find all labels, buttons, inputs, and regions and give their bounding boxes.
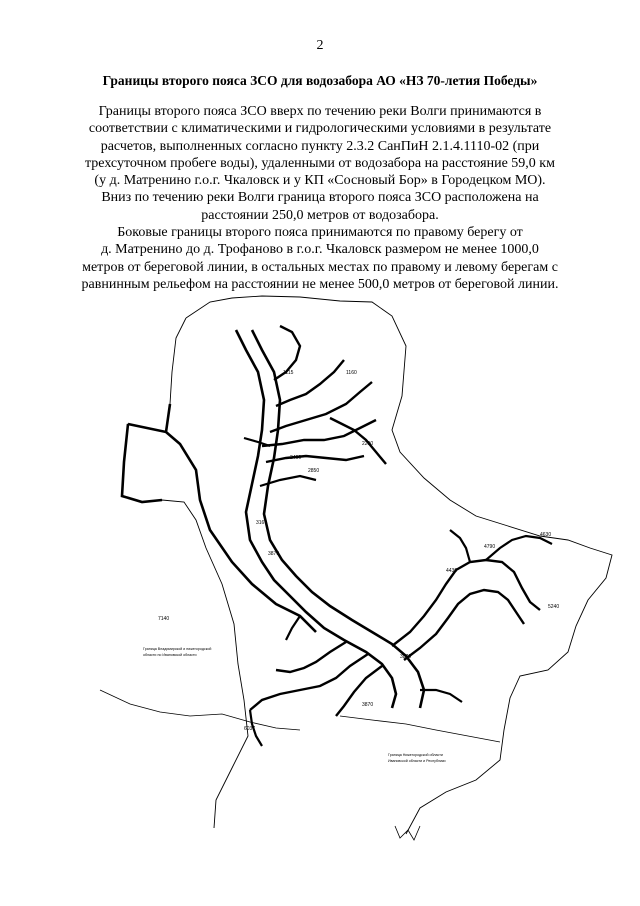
zone-boundary-thick	[128, 404, 316, 632]
map-note: Граница Нижегородской области	[388, 753, 443, 757]
tributary-zone	[286, 616, 300, 640]
map-point-label: 4630	[540, 532, 552, 538]
tributary-zone	[392, 560, 540, 646]
map-point-label: 6037	[244, 726, 256, 732]
body-line: трехсуточном пробеге воды), удаленными от водозабора на расстояние 59,0 км	[85, 155, 555, 171]
map-note: области по Ивановской области	[143, 653, 197, 657]
tributary-zone	[276, 642, 346, 672]
map-note: Граница Владимирской и нижегородской	[143, 647, 212, 651]
page-number: 2	[316, 38, 324, 53]
document-title: Границы второго пояса ЗСО для водозабора АО «НЗ 70-летия Победы»	[102, 73, 538, 88]
body-line: соответствии с климатическими и гидрологическими условиями в результате	[88, 121, 552, 137]
body-line: расстоянии 250,0 метров от водозабора.	[201, 207, 439, 223]
map-point-label: 2850	[308, 468, 320, 474]
map-point-label: 1160	[346, 370, 357, 376]
map-point-label: 2200	[362, 441, 374, 447]
district-boundary-line	[395, 826, 420, 840]
district-boundary-line	[340, 716, 500, 742]
map-note: Ивановской области и Республики	[388, 759, 446, 763]
map-point-label: 5240	[548, 604, 560, 610]
map-point-label: 3870	[362, 702, 374, 708]
map-point-label: 3870	[400, 654, 412, 660]
body-line: метров от береговой линии, в остальных местах по правому и левому берегам с	[82, 259, 558, 275]
map-point-label: 2460	[290, 455, 302, 461]
tributary-zone	[250, 654, 368, 710]
body-line: Боковые границы второго пояса принимаются по правому берегу от	[117, 225, 523, 241]
zone-boundary-thick	[122, 424, 162, 502]
map-point-label: 3870	[268, 551, 280, 557]
map-point-label: 7140	[158, 616, 170, 622]
tributary-zone	[404, 590, 524, 660]
tributary-zone	[270, 382, 372, 432]
body-line: (у д. Матренино г.о.г. Чкаловск и у КП «Сосновый Бор» в Городецком МО).	[94, 173, 546, 189]
map-point-label: 316	[256, 520, 265, 526]
tributary-zone	[266, 456, 364, 462]
body-line: Вниз по течению реки Волги граница второго пояса ЗСО расположена на	[101, 190, 539, 206]
body-paragraph	[20, 103, 620, 293]
body-line: Границы второго пояса ЗСО вверх по течению реки Волги принимаются в	[98, 104, 542, 119]
tributary-zone	[244, 438, 270, 446]
body-line: равнинным рельефом на расстоянии не менее 500,0 метров от береговой линии.	[81, 276, 559, 292]
district-boundary-line	[122, 318, 248, 828]
tributary-zone	[420, 690, 462, 702]
district-boundary-line	[100, 690, 300, 730]
tributary-zone	[450, 530, 470, 562]
river-zone-right-bank	[252, 330, 424, 708]
map-point-labels	[158, 370, 559, 732]
body-line: д. Матренино до д. Трофаново в г.о.г. Чкаловск размером не менее 1000,0	[101, 242, 539, 258]
tributary-zone	[276, 360, 344, 406]
zone-map	[0, 290, 640, 906]
map-point-label: 1115	[283, 370, 294, 376]
map-point-label: 4790	[484, 544, 496, 550]
tributary-zone	[486, 536, 552, 560]
map-point-label: 4430	[446, 568, 458, 574]
body-line: расчетов, выполненных согласно пункту 2.3.2 СанПиН 2.1.4.1110-02 (при	[100, 138, 540, 154]
